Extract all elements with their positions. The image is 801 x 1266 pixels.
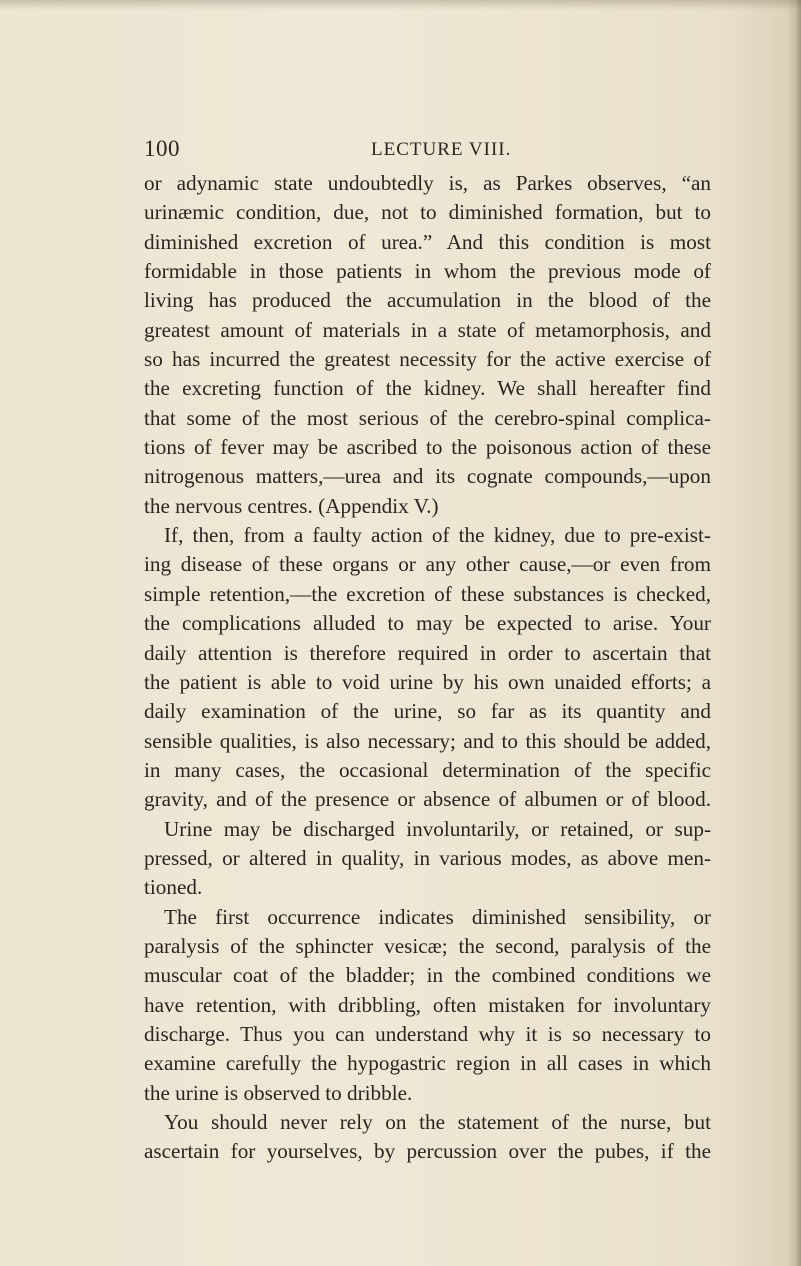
text-line: the patient is able to void urine by his own unaided efforts; a <box>144 669 711 694</box>
text-line: the urine is observed to dribble. <box>144 1080 413 1105</box>
text-line: or adynamic state undoubtedly is, as Parkes observes, “an <box>144 171 711 195</box>
text-line: living has produced the accumulation in the blood of the <box>144 288 711 313</box>
text-line: paralysis of the sphincter vesicæ; the second, paralysis of the <box>144 933 711 958</box>
page-right-edge-shadow <box>787 0 801 1266</box>
text-line: formidable in those patients in whom the previous mode of <box>144 259 711 284</box>
paragraph-start-line: Urine may be discharged involuntarily, or retained, or sup- <box>164 816 711 841</box>
text-line: diminished excretion of urea.” And this condition is most <box>144 229 711 254</box>
paragraph-start-line: If, then, from a faulty action of the kidney, due to pre-exist- <box>164 523 711 548</box>
running-head: LECTURE VIII. <box>371 139 512 160</box>
text-line: ing disease of these organs or any other cause,—or even from <box>144 552 711 577</box>
text-line: nitrogenous matters,—urea and its cognate compounds,—upon <box>144 464 711 489</box>
text-line: daily attention is therefore required in order to ascertain that <box>144 640 711 665</box>
text-line: tioned. <box>144 875 203 900</box>
text-line: pressed, or altered in quality, in various modes, as above men- <box>144 845 711 870</box>
body-text <box>144 169 711 1167</box>
text-line: in many cases, the occasional determination of the specific <box>144 757 711 782</box>
text-line: that some of the most serious of the cerebro-spinal complica- <box>144 405 711 430</box>
text-line: ascertain for yourselves, by percussion over the pubes, if the <box>144 1139 711 1164</box>
text-line: daily examination of the urine, so far as its quantity and <box>144 699 711 724</box>
text-line: greatest amount of materials in a state of metamorphosis, and <box>144 317 711 342</box>
text-line: examine carefully the hypogastric region in all cases in which <box>144 1051 711 1076</box>
text-line: sensible qualities, is also necessary; and to this should be added, <box>144 728 711 753</box>
text-line: tions of fever may be ascribed to the poisonous action of these <box>144 435 711 460</box>
paragraph-start-line: The first occurrence indicates diminished sensibility, or <box>164 904 711 929</box>
text-line: discharge. Thus you can understand why it is so necessary to <box>144 1021 711 1046</box>
text-line: urinæmic condition, due, not to diminished formation, but to <box>144 200 711 225</box>
text-line: the excreting function of the kidney. We shall hereafter find <box>144 376 711 401</box>
text-line: the complications alluded to may be expected to arise. Your <box>144 611 711 636</box>
page-number: 100 <box>144 136 180 161</box>
page-top-shadow <box>0 0 801 10</box>
text-line: the nervous centres. (Appendix V.) <box>144 493 439 518</box>
text-line: muscular coat of the bladder; in the combined conditions we <box>144 963 711 988</box>
text-line: have retention, with dribbling, often mistaken for involuntary <box>144 992 711 1017</box>
text-line: simple retention,—the excretion of these substances is checked, <box>144 581 711 606</box>
text-line: so has incurred the greatest necessity for the active exercise of <box>144 347 711 372</box>
text-line: gravity, and of the presence or absence of albumen or of blood. <box>144 787 711 812</box>
paragraph-start-line: You should never rely on the statement of the nurse, but <box>164 1110 711 1134</box>
page-header <box>144 136 684 166</box>
